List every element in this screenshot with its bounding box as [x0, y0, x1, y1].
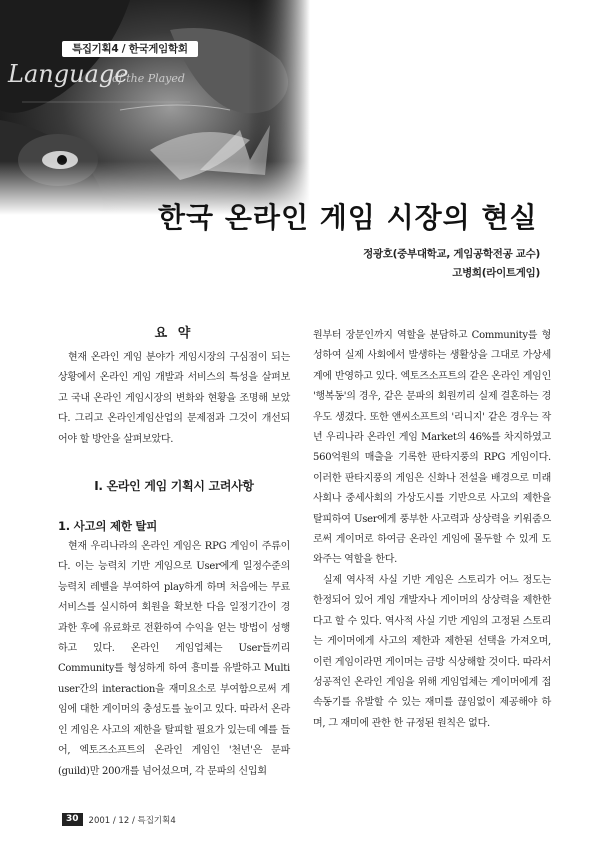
left-column — [58, 322, 290, 782]
author-1: 정광호(중부대학교, 게임공학전공 교수) — [363, 248, 540, 260]
body-paragraph-2: 실제 역사적 사실 기반 게임은 스토리가 어느 정도는 한정되어 있어 게임 개발자나 게이머의 상상력을 제한한다고 할 수 있다. 역사적 사실 기반 게임의 고정된 스토리는 게이머에게 사고의 제한과 제한된 선택을 가져오며, 이런 게임이라면 게이머는 금방 식상해할 것이다. 따라서 성공적인 온라인 게임을 위해 게임업체는 게이머에게 접속동기를 유발할 수 있는 재미를 끊임없이 제공해야 하며, 그 재미에 관한 한 규정된 원칙은 없다. — [313, 574, 551, 729]
right-column — [313, 326, 551, 734]
author-list — [363, 245, 540, 283]
issue-info: 2001 / 12 / 특집기획4 — [88, 815, 176, 826]
author-2: 고병희(라이트게임) — [452, 267, 540, 279]
dragon-art-icon — [0, 0, 310, 215]
body-paragraph: 현재 우리나라의 온라인 게임은 RPG 게임이 주류이다. 이는 능력치 기반 게임으로 User에게 일정수준의 능력치 레벨을 부여하여 play하게 하며 처음에는 무료 서비스를 실시하여 회원을 확보한 다음 일정기간이 경과한 후에 유료화로 전환하여 수익을 얻는 방법이 성행하고 있다. 온라인 게임업체는 User들끼리 Community를 형성하게 하여 흥미를 유발하고 Multi user간의 interaction을 재미요소로 부여함으로써 게임에 대한 게이머의 충성도를 높이고 있다. 따라서 온라인 게임은 사고의 제한을 탈피할 필요가 있는데 예를 들어, 엑토즈소프트의 온라인 게임인 '천년'은 문파(guild)만 200개를 넘어섰으며, 각 문파의 신입회 — [58, 541, 290, 777]
page-number: 30 — [62, 813, 83, 826]
series-tag: 특집기획4 / 한국게임학회 — [62, 41, 198, 57]
section-heading: Ⅰ. 온라인 게임 기획시 고려사항 — [94, 479, 254, 494]
abstract-text: 현재 온라인 게임 분야가 게임시장의 구심점이 되는 상황에서 온라인 게임 개발과 서비스의 특성을 살펴보고 국내 온라인 게임시장의 변화와 현황을 조명해 보았다. 그리고 온라인게임산업의 문제점과 그것이 개선되어야 할 방안을 살펴보았다. — [58, 352, 290, 445]
body-paragraph-continued: 원부터 장문인까지 역할을 분담하고 Community를 형성하여 실제 사회에서 발생하는 생활상을 그대로 가상세계에 반영하고 있다. 엑토즈소프트의 같은 온라인 게임인 '행복동'의 경우, 같은 문파의 회원끼리 실제 결혼하는 경우도 생겼다. 또한 앤씨소프트의 '리니지' 같은 경우는 작년 우리나라 온라인 게임 Market의 46%를 차지하였고 560억원의 매출을 기록한 판타지풍의 RPG 게임이다. 이러한 판타지풍의 게임은 신화나 전설을 배경으로 미래사회나 중세사회의 가상도시를 기반으로 사고의 제한을 탈피하여 User에게 풍부한 사고력과 상상력을 키워줌으로써 게이머로 하여금 온라인 게임에 몰두할 수 있게 도와주는 역할을 한다. — [313, 330, 551, 566]
article-title: 한국 온라인 게임 시장의 현실 — [158, 201, 538, 234]
header-illustration — [0, 0, 310, 215]
page-footer — [62, 813, 176, 826]
abstract-heading: 요 약 — [154, 326, 194, 341]
subsection-heading: 1. 사고의 제한 탈피 — [58, 519, 158, 534]
